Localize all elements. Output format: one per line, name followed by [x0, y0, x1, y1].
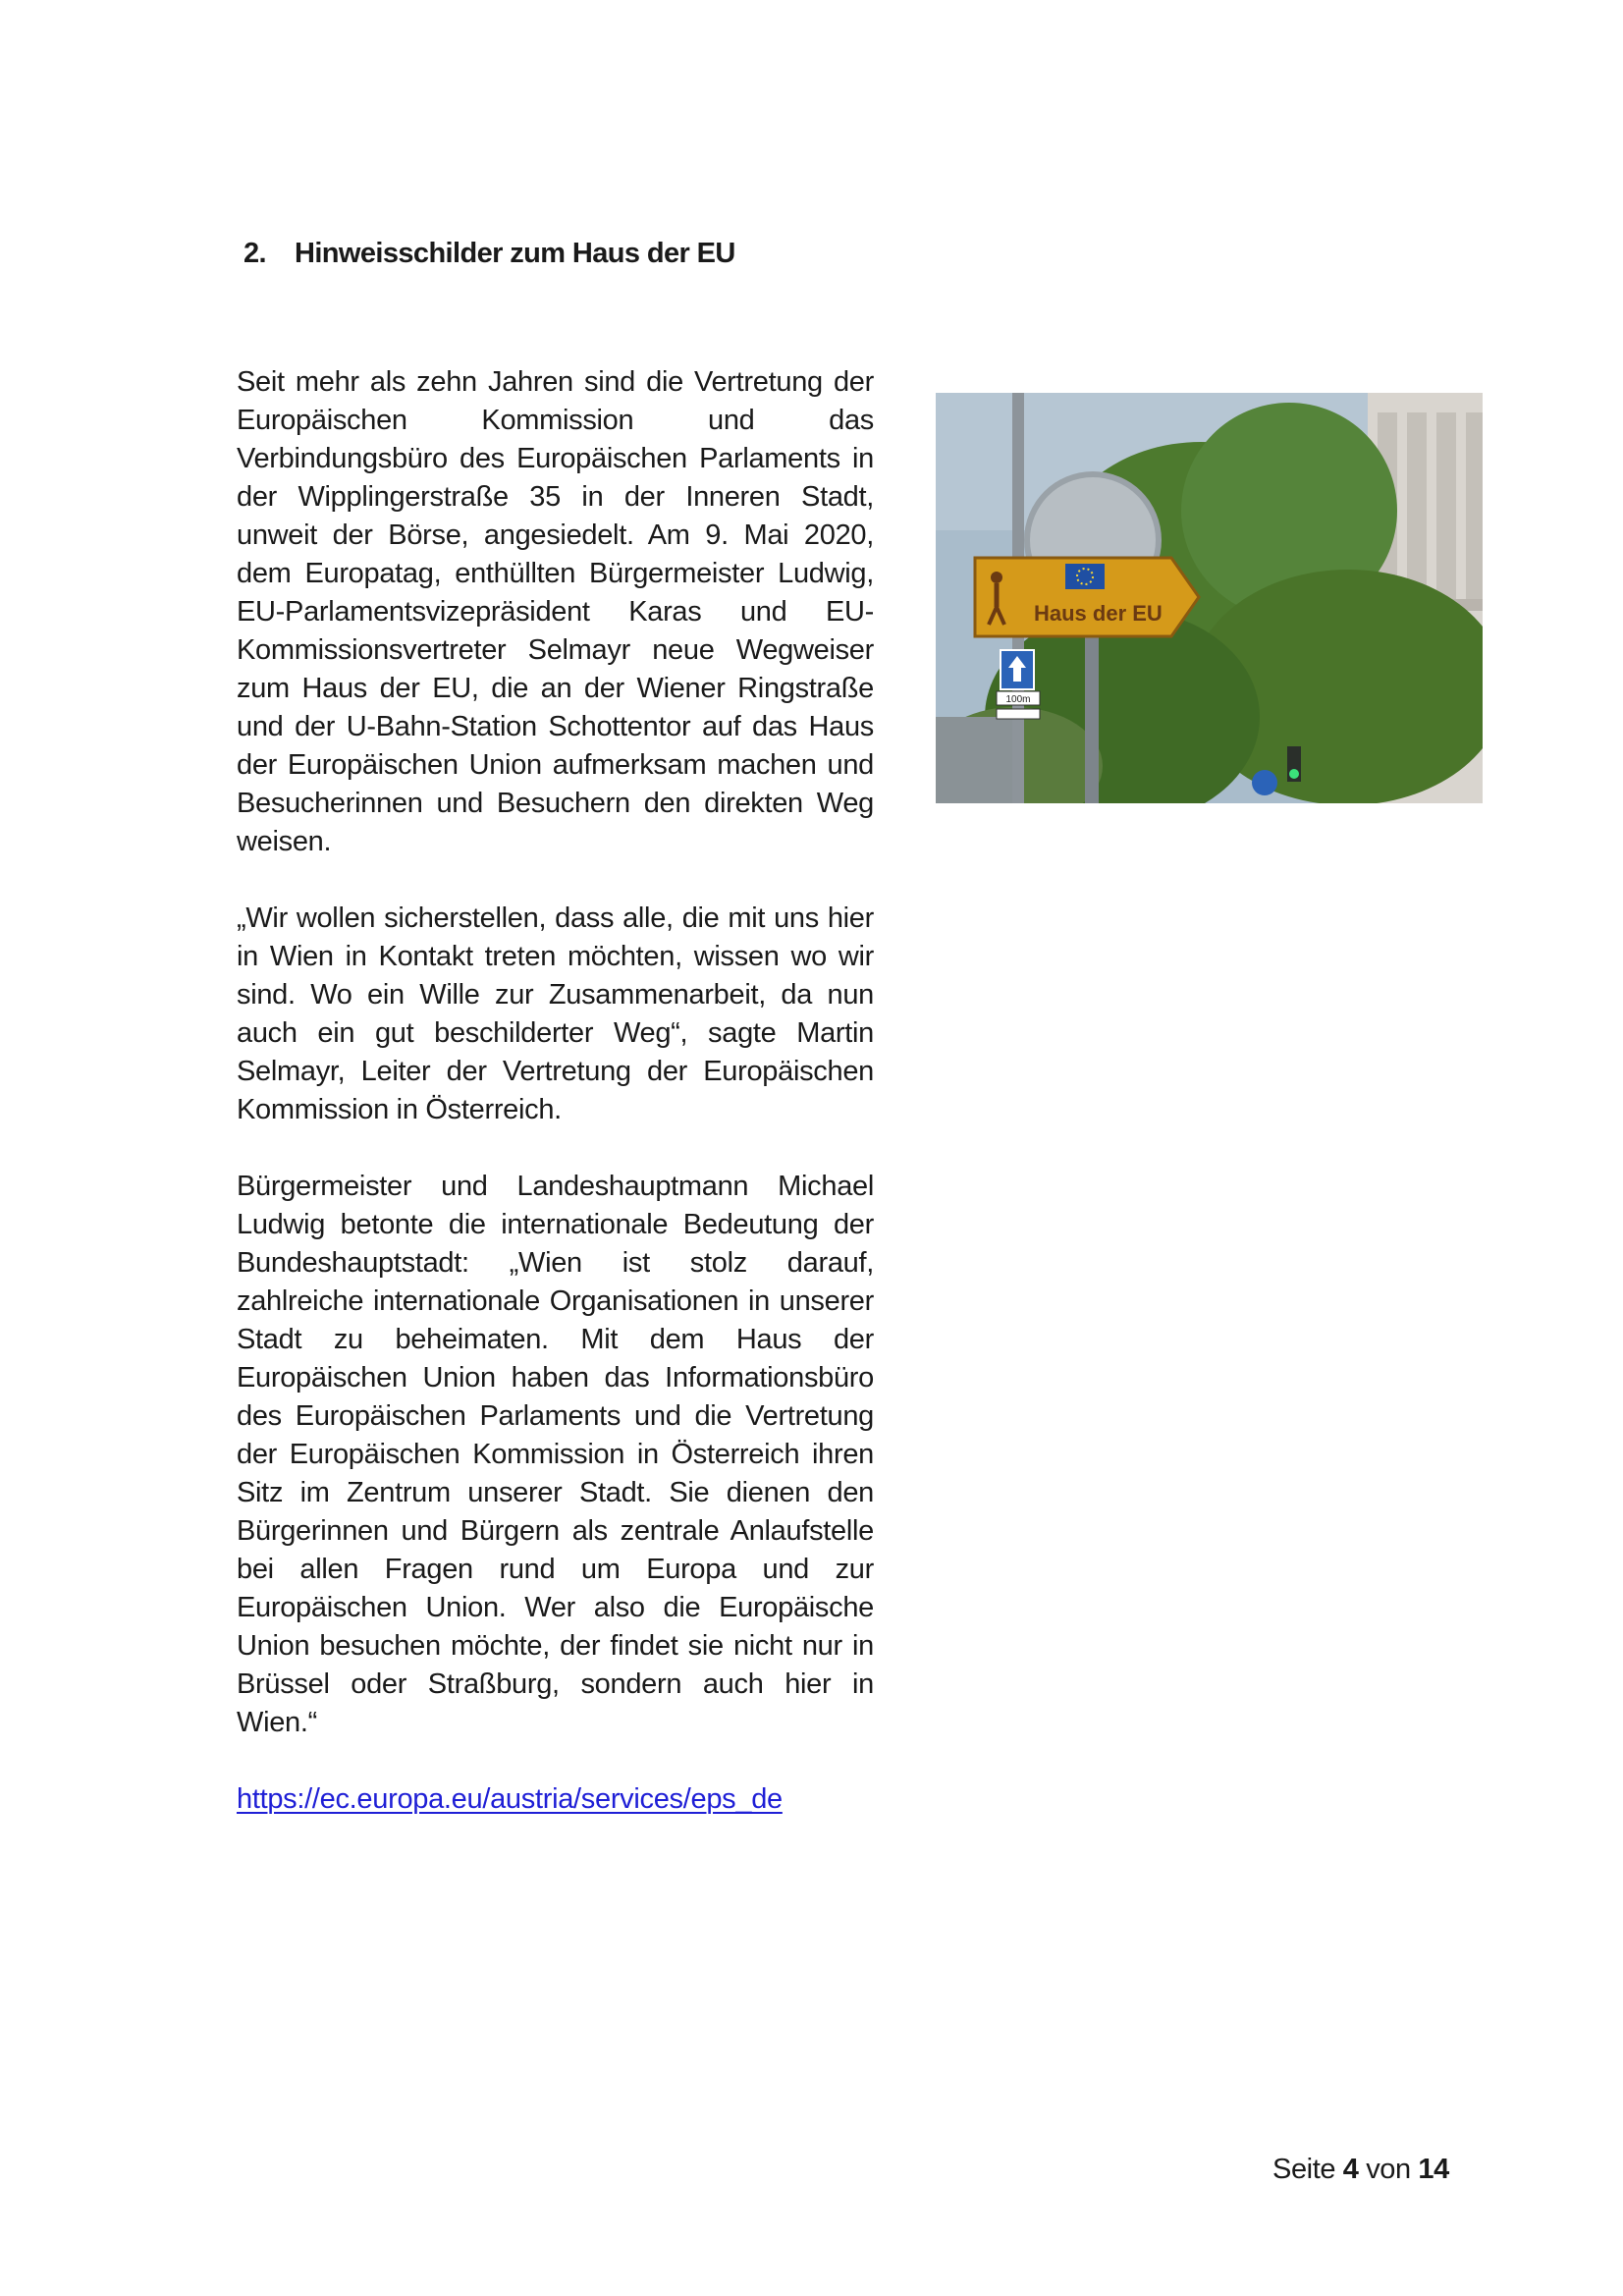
signpost-photo: [936, 393, 1483, 803]
footer-prefix: Seite: [1272, 2154, 1336, 2185]
paragraph-ludwig-quote: Bürgermeister und Landeshauptmann Michael Ludwig betonte die internationale Bedeutung der Bundeshauptstadt: „Wien ist stolz darauf, zahlreiche internationale Organisationen in unserer Stadt zu beheimaten. Mit dem Haus der Europäischen Union haben das Informationsbüro des Europäischen Parlaments und die Vertretung der Europäischen Kommission in Österreich ihren Sitz im Zentrum unserer Stadt. Sie dienen den Bürgerinnen und Bürgern als zentrale Anlaufstelle bei allen Fragen rund um Europa und zur Europäischen Union. Wer also die Europäische Union besuchen möchte, der findet sie nicht nur in Brüssel oder Straßburg, sondern auch hier in Wien.“: [237, 1171, 874, 1738]
small-sign-text: 100m: [1005, 694, 1031, 705]
section-heading: [243, 238, 735, 270]
link-paragraph: [237, 1780, 874, 1819]
paragraph-selmayr-quote: „Wir wollen sicherstellen, dass alle, die mit uns hier in Wien in Kontakt treten möchten, wissen wo wir sind. Wo ein Wille zur Zusammenarbeit, da nun auch ein gut beschilderter Weg“, sagte Martin Selmayr, Leiter der Vertretung der Europäischen Kommission in Österreich.: [237, 902, 874, 1125]
pedestrian-icon: [991, 572, 1002, 583]
blue-round-sign: [1252, 770, 1277, 795]
signpost-photo-illustration: [936, 393, 1483, 803]
paragraph-intro: Seit mehr als zehn Jahren sind die Vertretung der Europäischen Kommission und das Verbindungsbüro des Europäischen Parlaments in der Wipplingerstraße 35 in der Inneren Stadt, unweit der Börse, angesiedelt. Am 9. Mai 2020, dem Europatag, enthüllten Bürgermeister Ludwig, EU-Parlamentsvizepräsident Karas und EU-Kommissionsvertreter Selmayr neue Wegweiser zum Haus der EU, die an der Wiener Ringstraße und der U-Bahn-Station Schottentor auf das Haus der Europäischen Union aufmerksam machen und Besucherinnen und Besuchern den direkten Weg weisen.: [237, 366, 874, 857]
section-title: Hinweisschilder zum Haus der EU: [295, 238, 735, 269]
current-page-number: 4: [1342, 2154, 1359, 2185]
sign-text: Haus der EU: [1034, 601, 1163, 626]
eps-link[interactable]: https://ec.europa.eu/austria/services/eps_de: [237, 1783, 783, 1815]
eu-flag-icon: [1065, 564, 1105, 589]
body-text: [237, 363, 874, 1857]
page-footer: [1272, 2154, 1449, 2186]
section-number: 2.: [243, 238, 266, 269]
total-page-count: 14: [1418, 2154, 1449, 2185]
footer-middle: von: [1366, 2154, 1411, 2185]
